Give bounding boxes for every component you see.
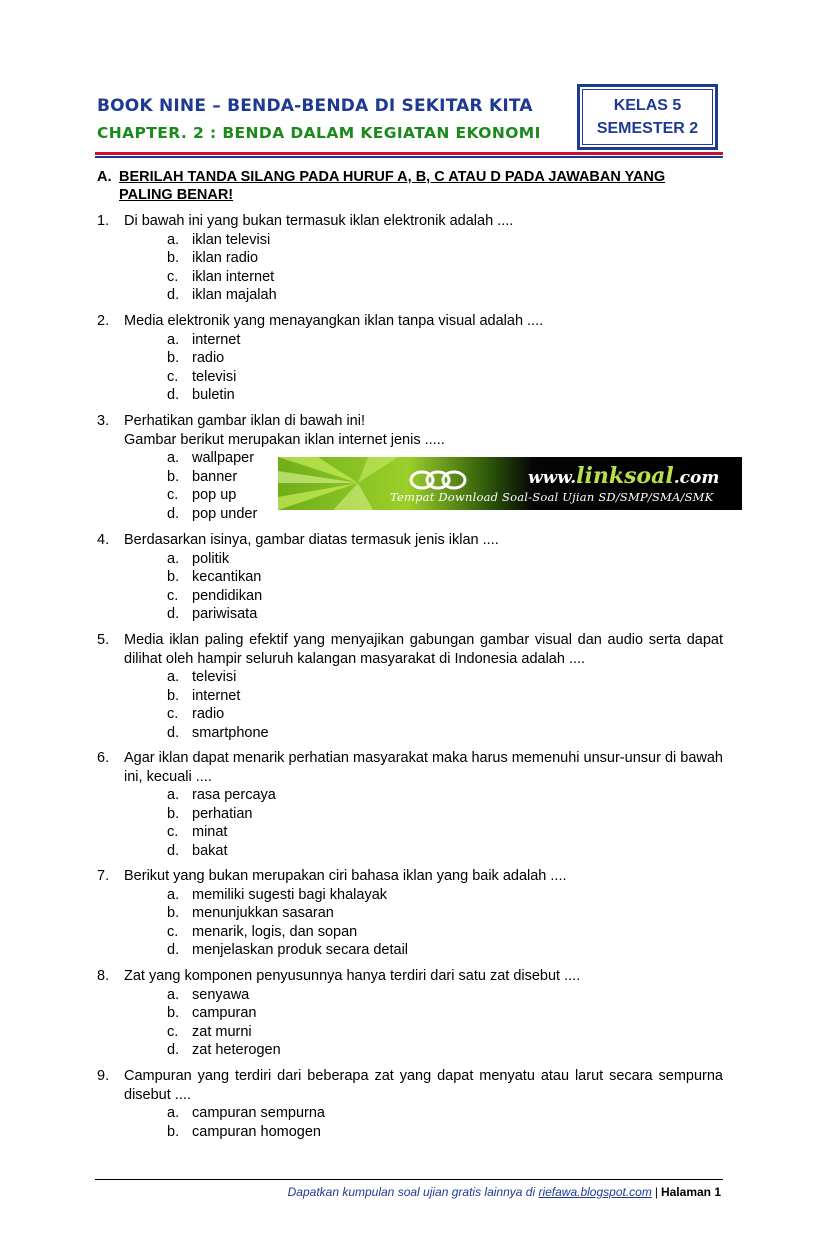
banner-site-name [528,463,719,489]
question-6 [97,749,723,860]
footer-link[interactable]: riefawa.blogspot.com [538,1185,652,1199]
option-item[interactable] [167,1123,723,1142]
option-text: campuran [192,1005,257,1021]
option-letter: c. [167,706,179,722]
question-7 [97,867,723,960]
option-letter: b. [167,805,180,822]
option-letter: d. [167,724,180,741]
option-item[interactable] [167,986,723,1005]
option-list [167,668,723,742]
option-item[interactable] [167,286,723,305]
option-text: perhatian [192,805,253,822]
option-item[interactable] [167,842,723,861]
question-1 [97,212,723,305]
option-text: iklan internet [192,268,275,285]
footer-separator: | [654,1185,658,1199]
page-footer [288,1185,721,1199]
footer-text: Dapatkan kumpulan soal ujian gratis lainnya di [287,1185,539,1199]
option-item[interactable] [167,605,723,624]
question-number: 6. [97,750,110,766]
option-item[interactable] [167,687,723,706]
question-8 [97,967,723,1060]
option-text: menunjukkan sasaran [192,905,334,921]
banner-site-prefix: www. [528,468,577,488]
page-header [95,84,723,159]
option-item[interactable] [167,724,723,743]
option-item[interactable] [167,904,723,923]
option-item[interactable] [167,249,723,268]
question-number: 7. [97,868,110,884]
linksoal-banner-ad[interactable] [278,457,742,510]
option-text: campuran sempurna [192,1105,325,1121]
option-text: pop up [192,487,237,503]
option-item[interactable] [167,231,723,250]
option-letter: d. [167,1042,180,1058]
option-letter: b. [167,905,180,921]
option-letter: b. [167,350,180,366]
option-text: politik [192,550,230,567]
question-number: 8. [97,968,110,984]
option-letter: a. [167,669,180,685]
option-text: campuran homogen [192,1123,321,1140]
option-item[interactable] [167,568,723,587]
option-item[interactable] [167,705,723,724]
question-stem: Zat yang komponen penyusunnya hanya terdiri dari satu zat disebut .... [124,968,581,984]
banner-site-suffix: .com [673,468,720,488]
option-text: buletin [192,387,235,403]
option-item[interactable] [167,805,723,824]
footer-divider [95,1179,723,1180]
question-number: 2. [97,313,110,329]
option-text: menjelaskan produk secara detail [192,942,409,958]
option-list [167,231,723,305]
question-stem: Berikut yang bukan merupakan ciri bahasa iklan yang baik adalah .... [124,868,567,884]
question-2 [97,312,723,405]
option-text: kecantikan [192,569,262,585]
class-label: KELAS 5 [613,97,682,114]
question-number: 4. [97,532,110,548]
question-5 [97,631,723,742]
option-item[interactable] [167,886,723,905]
option-letter: a. [167,1105,180,1121]
option-text: iklan majalah [192,287,277,303]
option-letter: b. [167,250,180,266]
option-text: iklan televisi [192,231,271,248]
option-text: radio [192,350,225,366]
question-stem: Media elektronik yang menayangkan iklan tanpa visual adalah .... [124,313,544,329]
option-letter: a. [167,787,180,803]
option-text: menarik, logis, dan sopan [192,923,358,940]
option-item[interactable] [167,1004,723,1023]
option-text: rasa percaya [192,787,276,803]
option-letter: d. [167,942,180,958]
option-letter: c. [167,487,179,503]
option-text: minat [192,824,228,840]
banner-tagline: Tempat Download Soal-Soal Ujian SD/SMP/SMA/SMK [390,490,714,504]
option-text: pendidikan [192,587,263,604]
option-list [167,550,723,624]
option-text: bakat [192,842,228,859]
option-item[interactable] [167,550,723,569]
option-text: internet [192,331,241,348]
option-letter: c. [167,824,179,840]
option-letter: b. [167,687,180,704]
option-letter: c. [167,587,179,604]
option-letter: a. [167,986,180,1003]
question-number: 3. [97,413,110,429]
option-text: televisi [192,669,237,685]
option-list [167,886,723,960]
option-item[interactable] [167,923,723,942]
class-info-box [577,84,718,150]
semester-label: SEMESTER 2 [596,120,699,137]
option-text: smartphone [192,724,269,741]
option-item[interactable] [167,386,723,405]
option-text: wallpaper [192,450,255,466]
question-stem: Media iklan paling efektif yang menyajikan gabungan gambar visual dan audio serta dapat dilihat oleh hampir seluruh kalangan masyarakat di Indonesia adalah .... [124,632,723,667]
option-item[interactable] [167,331,723,350]
option-item[interactable] [167,786,723,805]
question-number: 9. [97,1068,110,1084]
option-letter: d. [167,606,180,622]
question-number: 5. [97,632,110,648]
option-text: zat heterogen [192,1042,281,1058]
option-item[interactable] [167,587,723,606]
option-letter: b. [167,1005,180,1021]
option-letter: d. [167,505,180,522]
question-stem: Campuran yang terdiri dari beberapa zat yang dapat menyatu atau larut secara sempurna disebut .... [124,1068,723,1103]
question-stem: Agar iklan dapat menarik perhatian masyarakat maka harus memenuhi unsur-unsur di bawah ini, kecuali .... [124,750,723,785]
option-item[interactable] [167,941,723,960]
option-letter: d. [167,387,180,403]
option-letter: c. [167,268,179,285]
option-letter: b. [167,1123,180,1140]
option-letter: d. [167,842,180,859]
option-letter: b. [167,468,180,485]
option-text: radio [192,706,225,722]
option-text: senyawa [192,986,250,1003]
option-letter: d. [167,287,180,303]
banner-site-main: linksoal [576,463,674,489]
option-letter: a. [167,331,180,348]
chain-logo-icon [408,469,468,491]
option-text: zat murni [192,1023,252,1040]
option-letter: a. [167,450,180,466]
option-letter: a. [167,550,180,567]
option-item[interactable] [167,1023,723,1042]
option-item[interactable] [167,823,723,842]
question-stem-line-2: Gambar berikut merupakan iklan internet jenis ..... [124,431,445,448]
question-number: 1. [97,213,110,229]
question-stem: Perhatikan gambar iklan di bawah ini! [124,413,365,429]
option-text: banner [192,468,238,485]
option-item[interactable] [167,349,723,368]
option-text: pop under [192,505,258,522]
option-letter: a. [167,886,180,903]
option-list [167,1104,723,1141]
option-letter: c. [167,1023,179,1040]
option-list [167,786,723,860]
page-number: Halaman 1 [660,1185,721,1199]
option-item[interactable] [167,668,723,687]
header-divider-blue [95,156,723,158]
question-9 [97,1067,723,1141]
option-text: internet [192,687,241,704]
chapter-title: CHAPTER. 2 : BENDA DALAM KEGIATAN EKONOMI [97,124,541,142]
option-letter: c. [167,368,179,385]
option-item[interactable] [167,1041,723,1060]
option-list [167,986,723,1060]
book-title: BOOK NINE – BENDA-BENDA DI SEKITAR KITA [97,96,533,116]
section-instruction-text: BERILAH TANDA SILANG PADA HURUF A, B, C ATAU D PADA JAWABAN YANG PALING BENAR! [119,169,666,203]
option-text: iklan radio [192,250,259,266]
option-item[interactable] [167,268,723,287]
option-item[interactable] [167,368,723,387]
option-letter: c. [167,923,179,940]
section-letter: A. [97,169,112,185]
option-text: televisi [192,368,237,385]
option-list [167,331,723,405]
option-item[interactable] [167,1104,723,1123]
question-stem: Di bawah ini yang bukan termasuk iklan elektronik adalah .... [124,213,514,229]
question-stem: Berdasarkan isinya, gambar diatas termasuk jenis iklan .... [124,532,499,548]
option-text: memiliki sugesti bagi khalayak [192,886,388,903]
option-letter: a. [167,231,180,248]
header-divider-red [95,152,723,155]
option-text: pariwisata [192,606,258,622]
option-letter: b. [167,569,180,585]
question-4 [97,531,723,624]
